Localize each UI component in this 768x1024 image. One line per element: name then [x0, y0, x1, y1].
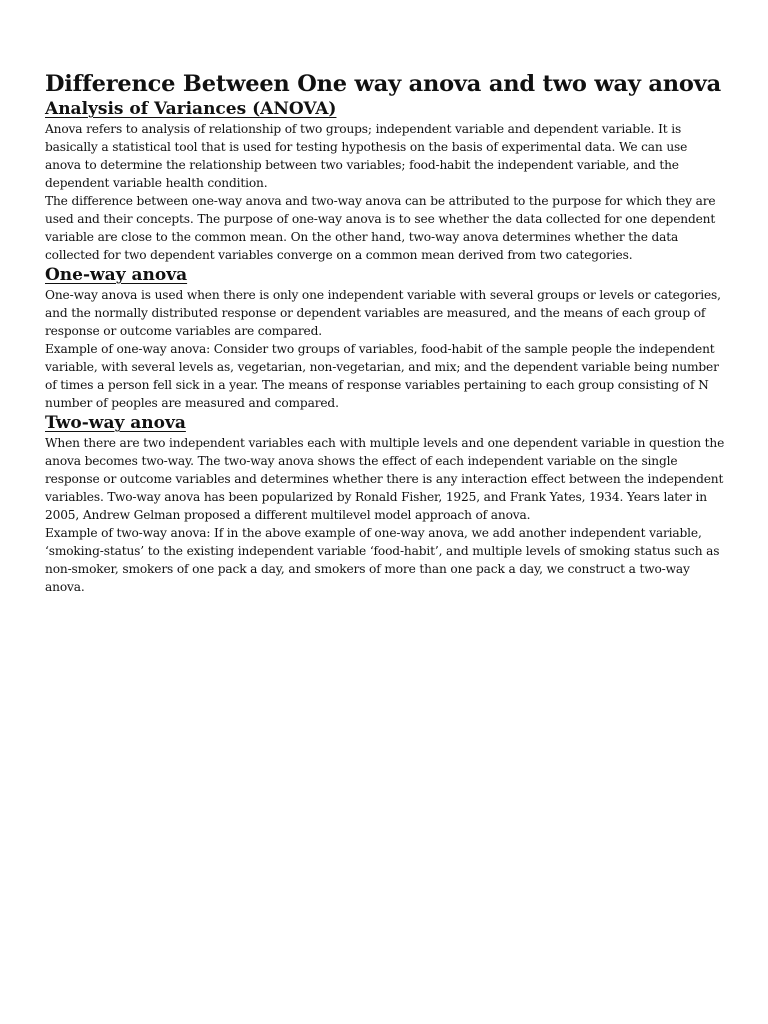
paragraph-anova-difference: The difference between one-way anova and two-way anova can be attributed to the purpose for which they are used and their concepts. The purpose of one-way anova is to see whether the data collected for one dependent variable are close to the common mean. On the other hand, two-way anova determines whether the data collected for two dependent variables converge on a common mean derived from two categories.: [45, 194, 716, 262]
section-heading-one-way: One-way anova: [45, 265, 188, 285]
paragraph-two-way-example: Example of two-way anova: If in the above example of one-way anova, we add another independent variable, ‘smoking-status’ to the existing independent variable ‘food-habit’, and multiple levels of smoking status such as non-smoker, smokers of one pack a day, and smokers of more than one pack a day, we construct a two-way anova.: [45, 526, 720, 594]
paragraph-one-way-definition: One-way anova is used when there is only one independent variable with several groups or levels or categories, and the normally distributed response or dependent variables are measured, and the means of each group of response or outcome variables are compared.: [45, 288, 721, 338]
paragraph-two-way-definition: When there are two independent variables each with multiple levels and one dependent variable in question the anova becomes two-way. The two-way anova shows the effect of each independent variable on the single response or outcome variables and determines whether there is any interaction effect between the independent variables. Two-way anova has been popularized by Ronald Fisher, 1925, and Frank Yates, 1934. Years later in 2005, Andrew Gelman proposed a different multilevel model approach of anova.: [45, 436, 725, 522]
paragraph-anova-definition: Anova refers to analysis of relationship of two groups; independent variable and dependent variable. It is basically a statistical tool that is used for testing hypothesis on the basis of experimental data. We can use anova to determine the relationship between two variables; food-habit the independent variable, and the dependent variable health condition.: [45, 122, 688, 190]
page-title: Difference Between One way anova and two way anova: [45, 71, 721, 97]
paragraph-one-way-example: Example of one-way anova: Consider two groups of variables, food-habit of the sample people the independent variable, with several levels as, vegetarian, non-vegetarian, and mix; and the dependent variable being number of times a person fell sick in a year. The means of response variables pertaining to each group consisting of N number of peoples are measured and compared.: [45, 342, 719, 410]
section-heading-two-way: Two-way anova: [45, 413, 186, 433]
section-heading-anova: Analysis of Variances (ANOVA): [45, 99, 337, 119]
document-page: [45, 70, 725, 596]
